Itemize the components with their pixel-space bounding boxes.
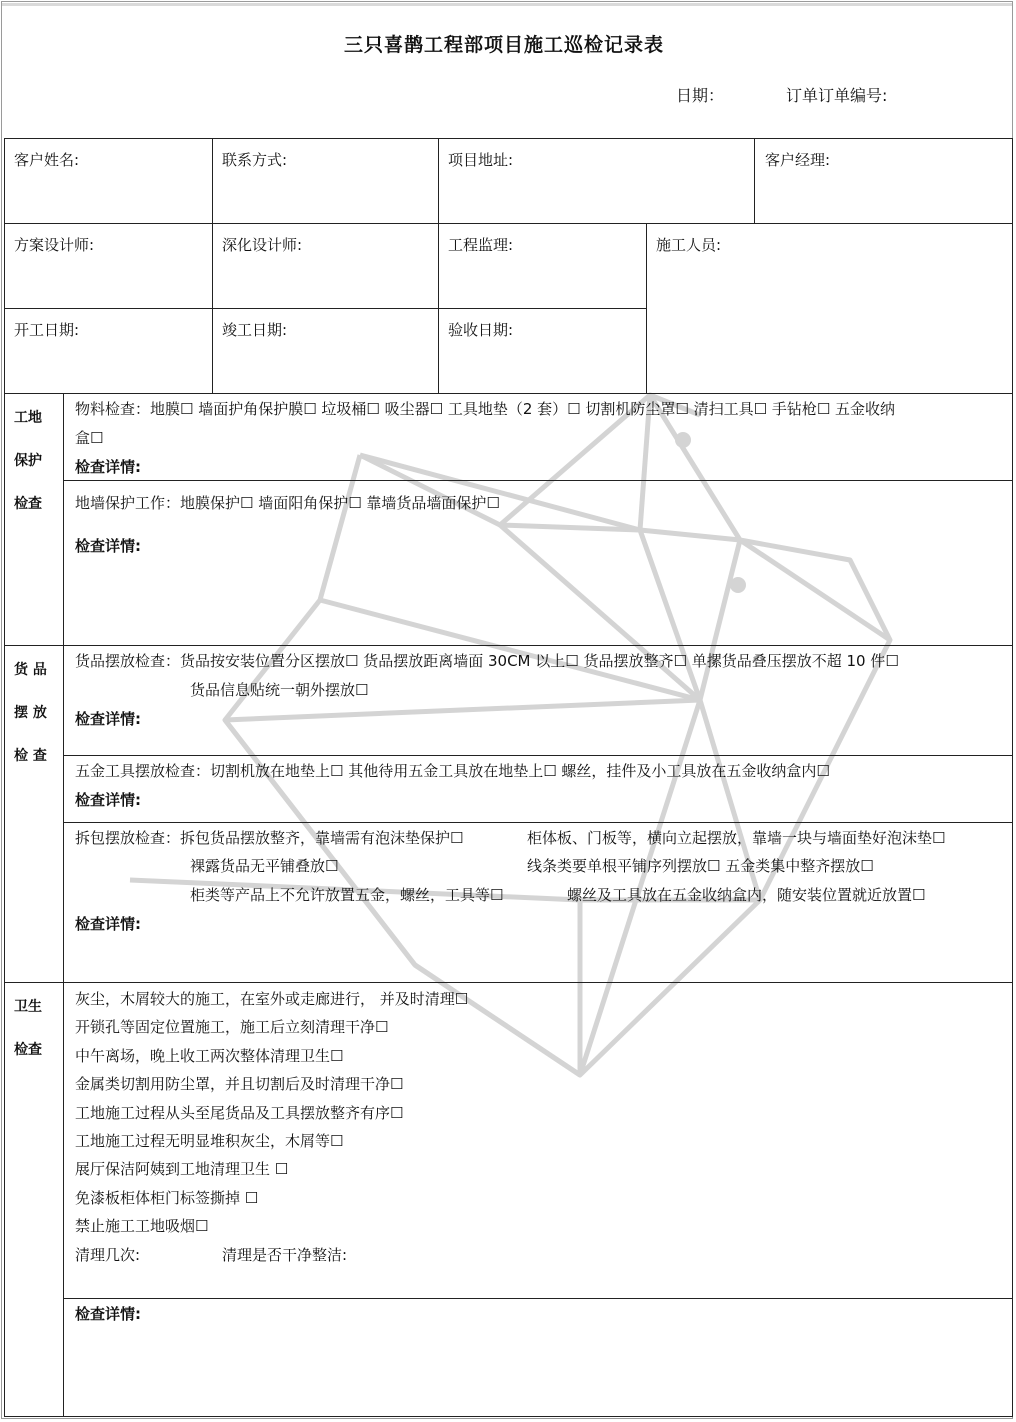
workers-label: 施工人员: [656,236,722,254]
date-label: 日期： [676,86,725,105]
hygiene-detail-label: 检查详情: [75,1305,141,1323]
cleaning-times-label: 清理几次: [75,1246,141,1264]
hygiene-item: 中午离场，晚上收工两次整体清理卫生☐ [75,1047,344,1065]
section-goods-label-3: 检 查 [14,748,47,764]
floor-wall-protection: 地墙保护工作：地膜保护☐ 墙面阳角保护☐ 靠墙货品墙面保护☐ [75,494,500,512]
unpack-check-line-1b: 柜体板、门板等，横向立起摆放，靠墙一块与墙面垫好泡沫垫☐ [527,829,946,847]
start-date-label: 开工日期: [14,321,80,339]
section-site-label-2: 保护 [14,453,42,469]
material-check-line-1: 物料检查：地膜☐ 墙面护角保护膜☐ 垃圾桶☐ 吸尘器☐ 工具地垫（2 套）☐ 切割机防尘罩☐ 清扫工具☐ 手钻枪☐ 五金收纳 [75,400,896,418]
unpack-check-line-2a: 裸露货品无平铺叠放☐ [190,857,339,875]
goods-placement-line-2: 货品信息贴统一朝外摆放☐ [190,681,369,699]
unpack-check-line-2b: 线条类要单根平铺序列摆放☐ 五金类集中整齐摆放☐ [527,857,874,875]
hardware-tools-check: 五金工具摆放检查：切割机放在地垫上☐ 其他待用五金工具放在地垫上☐ 螺丝，挂件及小工具放在五金收纳盒内☐ [75,762,830,780]
customer-name-label: 客户姓名: [14,151,80,169]
designer-label: 方案设计师: [14,236,95,254]
hygiene-item: 灰尘，木屑较大的施工，在室外或走廊进行， 并及时清理☐ [75,990,469,1008]
goods-placement-line-1: 货品摆放检查：货品按安装位置分区摆放☐ 货品摆放距离墙面 30CM 以上☐ 货品摆放整齐☐ 单摞货品叠压摆放不超 10 件☐ [75,652,899,670]
site-detail-label-2: 检查详情: [75,537,141,555]
section-hygiene-label-2: 检查 [14,1042,42,1058]
accept-date-label: 验收日期: [448,321,514,339]
goods-detail-label-3: 检查详情: [75,915,141,933]
customer-manager-label: 客户经理: [765,151,831,169]
contact-label: 联系方式: [222,151,288,169]
deep-designer-label: 深化设计师: [222,236,303,254]
section-hygiene-label-1: 卫生 [14,999,42,1015]
inspection-table [4,138,1013,1417]
unpack-check-line-3a: 柜类等产品上不允许放置五金，螺丝，工具等☐ [190,886,504,904]
hygiene-item: 开锁孔等固定位置施工，施工后立刻清理干净☐ [75,1018,389,1036]
section-site-label-1: 工地 [14,410,42,426]
hygiene-item: 工地施工过程无明显堆积灰尘，木屑等☐ [75,1132,344,1150]
section-goods-label-2: 摆 放 [14,705,47,721]
site-detail-label-1: 检查详情: [75,458,141,476]
cleaning-quality-label: 清理是否干净整洁: [222,1246,348,1264]
hygiene-item: 禁止施工工地吸烟☐ [75,1217,209,1235]
page-title: 三只喜鹊工程部项目施工巡检记录表 [343,34,664,56]
section-goods-label-1: 货 品 [14,662,47,678]
unpack-check-line-1a: 拆包摆放检查：拆包货品摆放整齐，靠墙需有泡沫垫保护☐ [75,829,464,847]
supervisor-label: 工程监理: [448,236,514,254]
hygiene-item: 工地施工过程从头至尾货品及工具摆放整齐有序☐ [75,1104,404,1122]
hygiene-item: 金属类切割用防尘罩，并且切割后及时清理干净☐ [75,1075,404,1093]
hygiene-item: 展厅保洁阿姨到工地清理卫生 ☐ [75,1160,289,1178]
end-date-label: 竣工日期: [222,321,288,339]
hygiene-item: 免漆板柜体柜门标签撕掉 ☐ [75,1189,259,1207]
goods-detail-label-1: 检查详情: [75,710,141,728]
top-bar [2,3,1012,6]
project-address-label: 项目地址: [448,151,514,169]
material-check-line-2: 盒☐ [75,429,104,447]
section-site-label-3: 检查 [14,496,42,512]
unpack-check-line-3b: 螺丝及工具放在五金收纳盒内，随安装位置就近放置☐ [567,886,926,904]
order-number-label: 订单订单编号: [786,86,888,105]
goods-detail-label-2: 检查详情: [75,791,141,809]
